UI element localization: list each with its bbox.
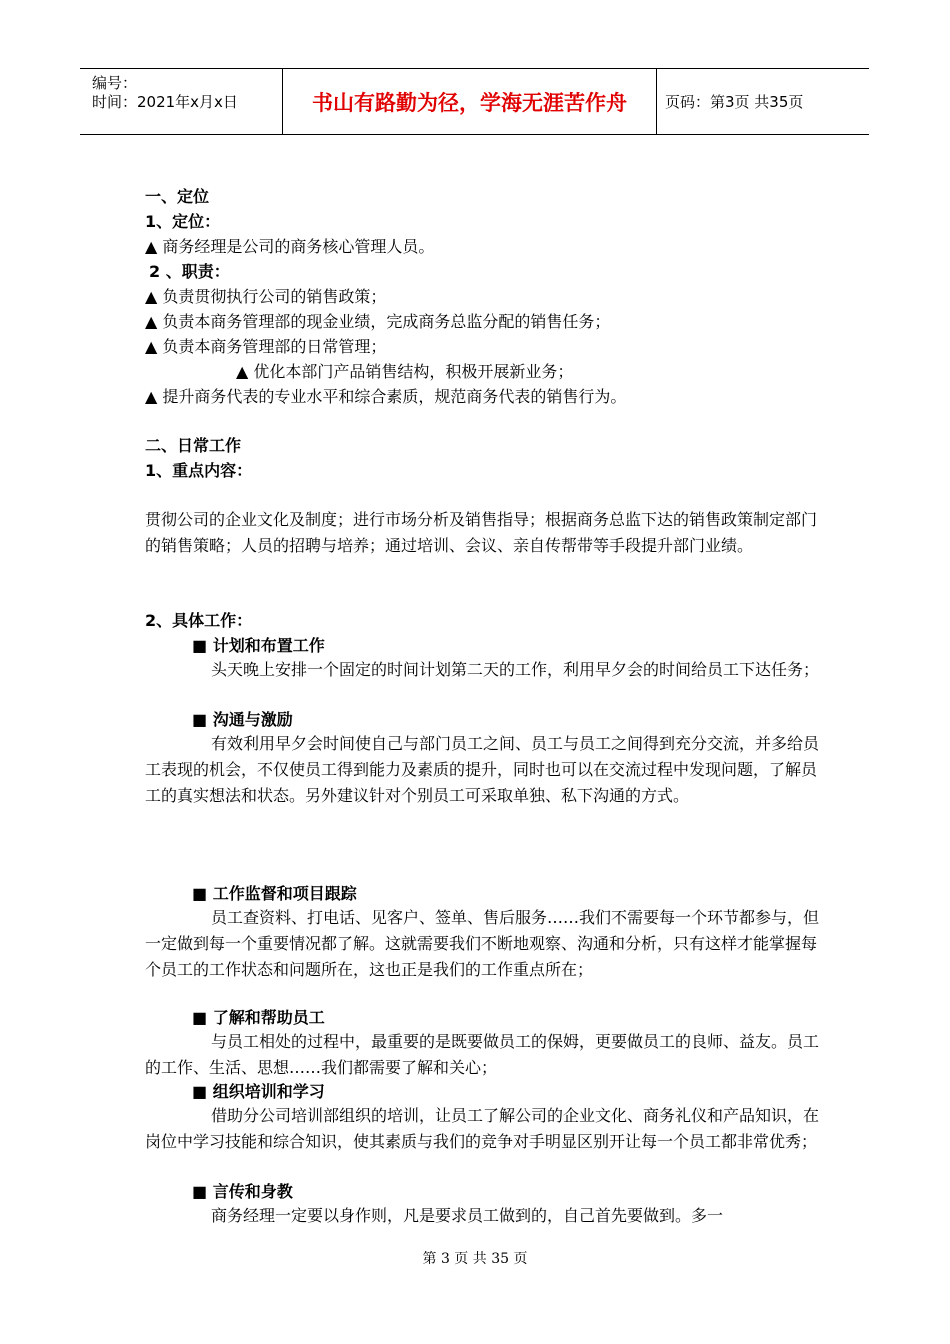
task-heading: ■ 组织培训和学习 [192, 1082, 325, 1101]
page-footer: 第 3 页 共 35 页 [422, 1251, 528, 1267]
section-2-title: 二、日常工作 [145, 436, 242, 455]
task-heading: ■ 沟通与激励 [192, 710, 293, 729]
task-text: 员工查资料、打电话、见客户、签单、售后服务……我们不需要每一个环节都参与，但一定做到每一个重要情况都了解。这就需要我们不断地观察、沟通和分析，只有这样才能掌握每个员工的工作状态和问题所在，这也正是我们的工作重点所在； [145, 908, 820, 979]
focus-paragraph: 贯彻公司的企业文化及制度；进行市场分析及销售指导；根据商务总监下达的销售政策制定部门的销售策略；人员的招聘与培养；通过培训、会议、亲自传帮带等手段提升部门业绩。 [145, 510, 818, 555]
task-heading: ■ 工作监督和项目跟踪 [192, 884, 357, 903]
header-time: 时间：2021年x月x日 [92, 93, 238, 111]
task-text: 借助分公司培训部组织的培训，让员工了解公司的企业文化、商务礼仪和产品知识，在岗位中学习技能和综合知识，使其素质与我们的竞争对手明显区别开让每一个员工都非常优秀； [145, 1106, 820, 1151]
duty-item: ▲ 负责本商务管理部的日常管理； [145, 337, 387, 356]
duty-item: ▲ 负责贯彻执行公司的销售政策； [145, 287, 387, 306]
duty-item: ▲ 优化本部门产品销售结构，积极开展新业务； [236, 362, 574, 381]
duty-item: ▲ 提升商务代表的专业水平和综合素质，规范商务代表的销售行为。 [145, 387, 627, 406]
header-info-cell [80, 69, 283, 134]
header-motto: 书山有路勤为径，学海无涯苦作舟 [283, 69, 657, 134]
header-number-label: 编号： [92, 74, 138, 92]
task-text: 头天晚上安排一个固定的时间计划第二天的工作，利用早夕会的时间给员工下达任务； [211, 660, 820, 679]
task-text: 商务经理一定要以身作则，凡是要求员工做到的，自己首先要做到。多一 [211, 1206, 724, 1225]
section-1-title: 一、定位 [145, 187, 210, 206]
header-page-info: 页码：第3页 共35页 [665, 93, 804, 111]
task-heading: ■ 计划和布置工作 [192, 636, 325, 655]
section-1-sub-positioning: 1、定位： [145, 212, 221, 231]
task-text: 与员工相处的过程中，最重要的是既要做员工的保姆，更要做员工的良师、益友。员工的工作、生活、思想……我们都需要了解和关心； [145, 1032, 820, 1077]
positioning-item: ▲ 商务经理是公司的商务核心管理人员。 [145, 237, 435, 256]
task-text: 有效利用早夕会时间使自己与部门员工之间、员工与员工之间得到充分交流，并多给员工表现的机会，不仅使员工得到能力及素质的提升，同时也可以在交流过程中发现问题，了解员工的真实想法和状态。另外建议针对个别员工可采取单独、私下沟通的方式。 [145, 734, 820, 805]
section-1-sub-duties: 2 、职责： [149, 262, 230, 281]
section-2-sub-tasks: 2、具体工作： [145, 611, 253, 630]
section-2-sub-focus: 1、重点内容： [145, 461, 253, 480]
duty-item: ▲ 负责本商务管理部的现金业绩，完成商务总监分配的销售任务； [145, 312, 611, 331]
task-heading: ■ 言传和身教 [192, 1182, 293, 1201]
task-heading: ■ 了解和帮助员工 [192, 1008, 325, 1027]
page-header-table [80, 68, 869, 135]
